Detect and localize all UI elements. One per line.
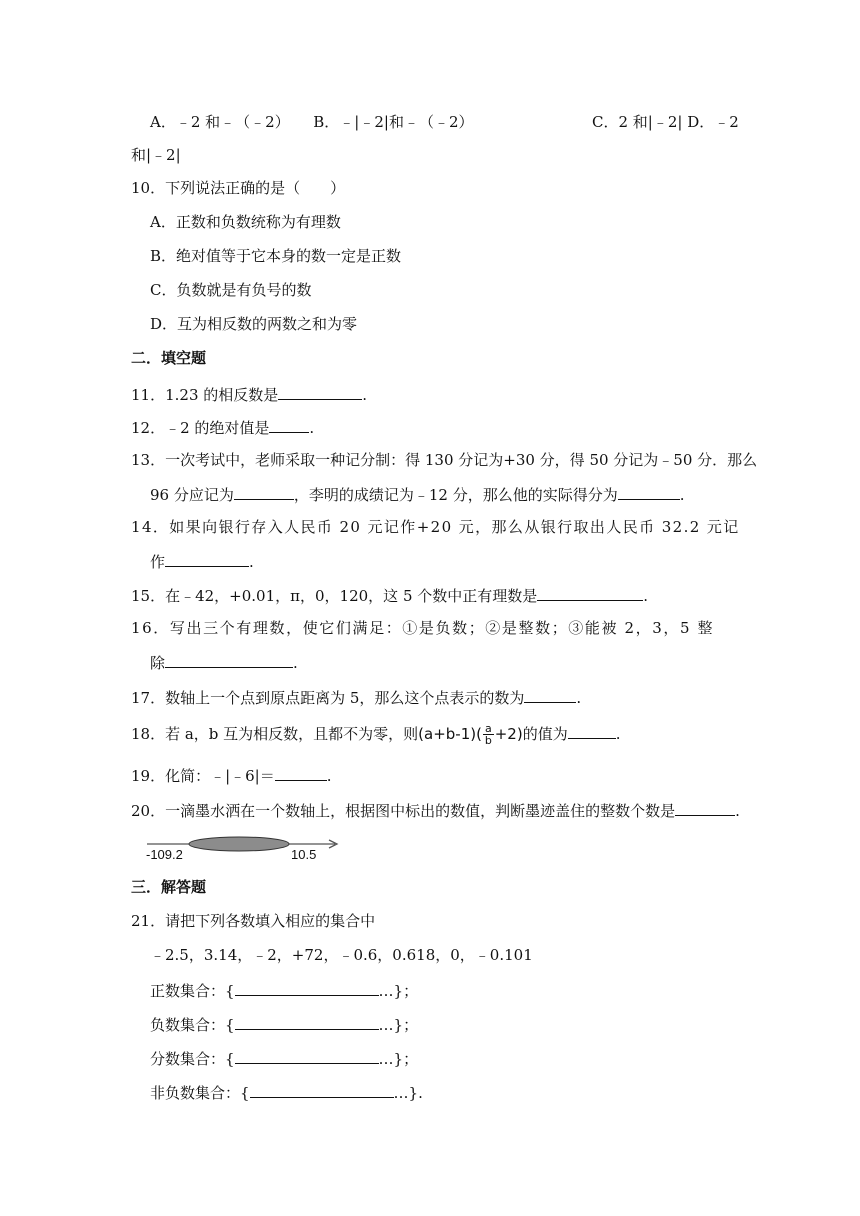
q15 — [131, 584, 648, 606]
positive-set-label: 正数集合：{ — [150, 982, 235, 1000]
q18-formula — [418, 722, 523, 747]
q14-line2 — [150, 550, 254, 572]
q16-line2 — [150, 651, 298, 673]
q18-text-b: 的值为 — [522, 725, 568, 743]
positive-set-blank[interactable] — [235, 979, 379, 996]
negative-set-blank[interactable] — [235, 1013, 379, 1030]
q18-fraction — [483, 723, 494, 746]
section-answer-title: 三．解答题 — [131, 878, 207, 896]
q13-answer-blank-1[interactable] — [234, 483, 294, 500]
q16-answer-blank[interactable] — [165, 651, 293, 668]
q9-options-line — [150, 112, 473, 132]
q17-answer-blank[interactable] — [524, 686, 576, 703]
q21-numbers: ﹣2.5，3.14，﹣2，+72，﹣0.6，0.618，0，﹣0.101 — [150, 946, 533, 964]
q15-text: 15．在﹣42，+0.01，π，0，120，这 5 个数中正有理数是 — [131, 587, 538, 605]
q18 — [131, 722, 621, 746]
q9-option-b: B．﹣|﹣2|和﹣（﹣2） — [313, 113, 474, 131]
positive-set-end: …}； — [378, 982, 419, 1000]
q16-period: . — [293, 654, 298, 672]
q11 — [131, 383, 367, 405]
negative-set-end: …}； — [378, 1016, 419, 1034]
q12 — [131, 416, 314, 438]
q11-period: . — [362, 386, 368, 404]
q12-answer-blank[interactable] — [269, 416, 309, 433]
negative-set-label: 负数集合：{ — [150, 1016, 235, 1034]
q20-answer-blank[interactable] — [675, 799, 735, 816]
q21-stem: 21．请把下列各数填入相应的集合中 — [131, 912, 376, 930]
q18-answer-blank[interactable] — [568, 722, 616, 739]
q20-period: . — [735, 802, 740, 820]
q13-text-a: 96 分应记为 — [150, 486, 234, 504]
q13-line2 — [150, 483, 685, 505]
nonnegative-set-end: …}. — [393, 1084, 423, 1102]
q11-answer-blank[interactable] — [278, 383, 362, 400]
q17-period: . — [576, 689, 582, 707]
q12-period: . — [309, 419, 315, 437]
q19-answer-blank[interactable] — [275, 764, 327, 781]
fraction-set-end: …}； — [378, 1050, 419, 1068]
nonnegative-set-label: 非负数集合：{ — [150, 1084, 250, 1102]
q14-answer-blank[interactable] — [165, 550, 249, 567]
q10-option-c: C．负数就是有负号的数 — [150, 281, 312, 299]
q13-text-b: ，李明的成绩记为﹣12 分，那么他的实际得分为 — [293, 486, 618, 504]
q18-period: . — [615, 725, 621, 743]
q10-option-a: A．正数和负数统称为有理数 — [150, 213, 341, 231]
fraction-set-blank[interactable] — [235, 1047, 379, 1064]
q21-negative-set — [150, 1013, 418, 1035]
q18-text: 18．若 a，b 互为相反数，且都不为零，则 — [131, 725, 419, 743]
q20-number-line-figure — [143, 830, 343, 864]
q19-text: 19．化简：﹣|﹣6|＝ — [131, 767, 275, 785]
q10-option-b: B．绝对值等于它本身的数一定是正数 — [150, 247, 402, 265]
q15-answer-blank[interactable] — [537, 584, 643, 601]
q14-text: 作 — [150, 553, 166, 571]
q13-period: . — [679, 486, 685, 504]
q18-formula-open-paren: ( — [476, 725, 482, 743]
left-label: -109.2 — [146, 847, 183, 862]
q11-text: 11．1.23 的相反数是 — [131, 386, 279, 404]
q9-option-d-cont: 和|﹣2| — [131, 146, 181, 164]
q19-period: . — [326, 767, 332, 785]
q16-text: 除 — [150, 654, 166, 672]
q21-nonnegative-set — [150, 1081, 423, 1103]
q18-formula-right: +2) — [494, 725, 523, 743]
q21-positive-set — [150, 979, 418, 1001]
ink-blot — [189, 837, 289, 851]
q21-fraction-set — [150, 1047, 418, 1069]
q18-formula-left: (a+b-1) — [418, 725, 477, 743]
q13-line1: 13．一次考试中，老师采取一种记分制：得 130 分记为+30 分，得 50 分记为﹣50 分．那么 — [131, 451, 758, 469]
q13-answer-blank-2[interactable] — [618, 483, 680, 500]
q20-text: 20．一滴墨水洒在一个数轴上，根据图中标出的数值，判断墨迹盖住的整数个数是 — [131, 802, 676, 820]
q15-period: . — [643, 587, 649, 605]
q10-stem: 10．下列说法正确的是（ ） — [131, 179, 346, 197]
section-fill-in-title: 二．填空题 — [131, 349, 207, 367]
q16-line1: 16．写出三个有理数，使它们满足：①是负数；②是整数；③能被 2，3，5 整 — [131, 619, 715, 637]
q17-text: 17．数轴上一个点到原点距离为 5，那么这个点表示的数为 — [131, 689, 525, 707]
nonnegative-set-blank[interactable] — [250, 1081, 394, 1098]
q9-option-cd: C．2 和|﹣2| D．﹣2 — [592, 113, 739, 131]
q9-option-a: A．﹣2 和﹣（﹣2） — [150, 113, 290, 131]
q20 — [131, 799, 740, 821]
q18-fraction-numerator: a — [484, 722, 492, 735]
q14-period: . — [249, 553, 254, 571]
q18-fraction-denominator: b — [484, 734, 492, 747]
q10-option-d: D．互为相反数的两数之和为零 — [150, 315, 358, 333]
q17 — [131, 686, 581, 708]
q19 — [131, 764, 332, 786]
q12-text: 12．﹣2 的绝对值是 — [131, 419, 270, 437]
fraction-set-label: 分数集合：{ — [150, 1050, 235, 1068]
q14-line1: 14．如果向银行存入人民币 20 元记作+20 元，那么从银行取出人民币 32.2 元记 — [131, 518, 740, 536]
right-label: 10.5 — [291, 847, 317, 862]
